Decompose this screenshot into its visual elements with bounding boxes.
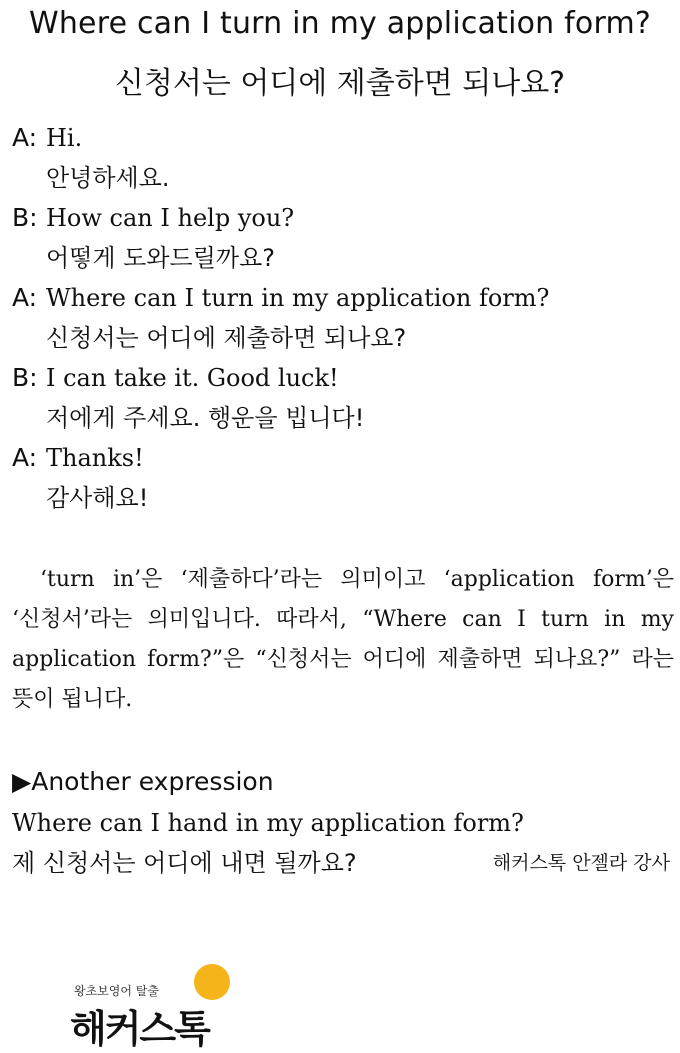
instructor-credit: 해커스톡 안젤라 강사	[492, 852, 670, 874]
another-expression-korean: 제 신청서는 어디에 내면 될까요?	[12, 849, 357, 877]
speaker-label: A:	[12, 123, 38, 152]
another-expression-heading: ▶Another expression	[12, 767, 274, 796]
logo-wordmark: 해커스톡	[70, 1007, 209, 1051]
dialogue-korean: 감사해요!	[46, 484, 149, 512]
dialogue-english: How can I help you?	[46, 204, 295, 232]
dialogue-korean: 어떻게 도와드릴까요?	[46, 244, 276, 272]
dialogue-line	[12, 118, 672, 158]
dialogue-korean: 안녕하세요.	[46, 164, 170, 192]
speaker-label: A:	[12, 283, 38, 312]
hackers-talk-logo	[66, 962, 246, 1051]
dialogue-english: Hi.	[46, 124, 83, 152]
dialogue-line	[12, 278, 672, 318]
dialogue-line	[12, 438, 672, 478]
logo-speech-bubble-icon	[194, 964, 230, 1000]
dialogue-line	[12, 358, 672, 398]
dialogue-korean: 신청서는 어디에 제출하면 되나요?	[46, 324, 407, 352]
dialogue-english: Where can I turn in my application form?	[46, 284, 550, 312]
speaker-label: B:	[12, 203, 38, 232]
dialogue-english: I can take it. Good luck!	[46, 364, 339, 392]
another-expression-english: Where can I hand in my application form?	[12, 809, 524, 837]
dialogue-english: Thanks!	[46, 444, 144, 472]
logo-tagline: 왕초보영어 탈출	[74, 984, 159, 998]
dialogue-korean: 저에게 주세요. 행운을 빕니다!	[46, 404, 365, 432]
speaker-label: A:	[12, 443, 38, 472]
title-korean: 신청서는 어디에 제출하면 되나요?	[114, 66, 566, 101]
explanation-paragraph: ‘turn in’은 ‘제출하다’라는 의미이고 ‘application form’은 ‘신청서’라는 의미입니다. 따라서, “Where can I turn in my application form?”은 “신청서는 어디에 제출하면 되나요?” 라는 뜻이 됩니다.	[12, 567, 674, 712]
dialogue-line	[12, 198, 672, 238]
speaker-label: B:	[12, 363, 38, 392]
title-english: Where can I turn in my application form?	[28, 6, 652, 41]
dialogue	[12, 118, 672, 518]
